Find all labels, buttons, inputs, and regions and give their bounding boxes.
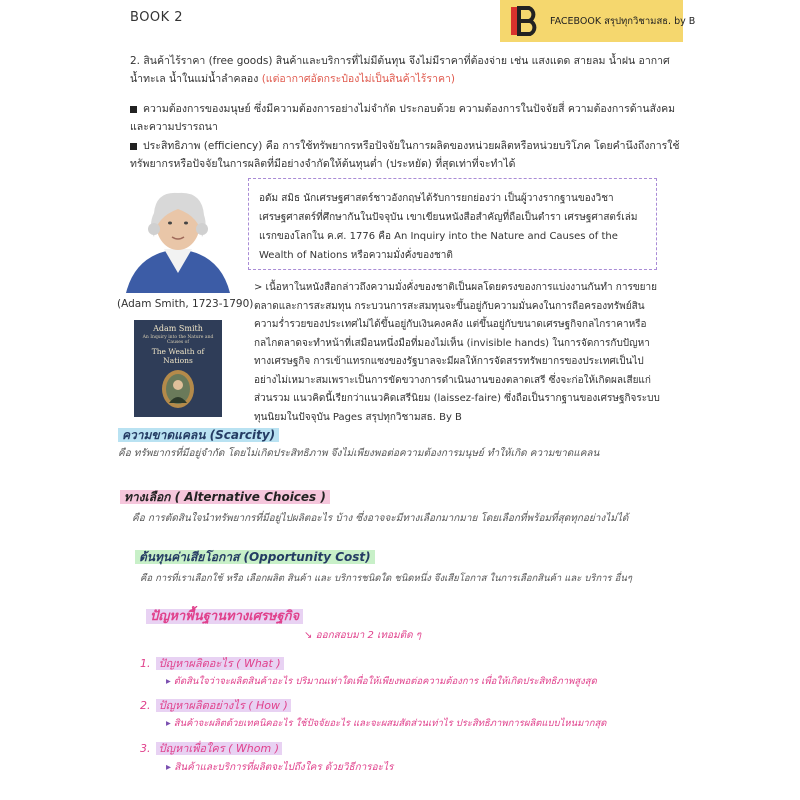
adam-smith-quote-box <box>248 178 657 270</box>
brand-banner <box>500 0 696 42</box>
cover-author: Adam Smith <box>153 324 203 333</box>
opportunity-heading-block <box>135 546 375 567</box>
cover-portrait <box>160 369 196 409</box>
problem-how-detail: สินค้าจะผลิตด้วยเทคนิคอะไร ใช้ปัจจัยอะไร และจะผสมสัดส่วนเท่าไร ประสิทธิภาพการผลิตแบบไหนมากสุด <box>173 718 607 729</box>
problem-how-title: ปัญหาผลิตอย่างไร ( How ) <box>156 699 291 712</box>
quote-text: อดัม สมิธ นักเศรษฐศาสตร์ชาวอังกฤษได้รับการยกย่องว่า เป็นผู้วางรากฐานของวิชาเศรษฐศาสตร์ที่ศึกษากันในปัจจุบัน เขาเขียนหนังสือสำคัญที่ถือเป็นตำรา เศรษฐศาสตร์เล่มแรกของโลกใน ค.ศ. 1776 คือ An Inquiry into the Nature and Causes of the Wealth of Nations หรือความมั่งคั่งของชาติ <box>259 193 638 261</box>
arrow-bullet-icon: ▸ <box>166 762 175 773</box>
free-goods-note: (แต่อากาศอัดกระป๋องไม่เป็นสินค้าไร้ราคา) <box>261 73 455 85</box>
page-label: BOOK 2 <box>130 10 184 25</box>
bullet-icon <box>130 106 137 113</box>
bullet-icon <box>130 143 137 150</box>
problem-whom-detail-row <box>166 760 706 775</box>
cover-title: The Wealth of Nations <box>151 347 205 365</box>
problem-how: 2. ปัญหาผลิตอย่างไร ( How ) <box>140 694 291 714</box>
alternative-heading: ทางเลือก ( Alternative Choices ) <box>120 490 330 504</box>
arrow-bullet-icon: ▸ <box>166 718 174 729</box>
alternative-body: คือ การตัดสินใจนำทรัพยากรที่มีอยู่ไปผลิตอะไร บ้าง ซึ่งอาจจะมีทางเลือกมากมาย โดยเลือกที่พร้อมที่สุดทุกอย่างไม่ได้ <box>132 513 629 524</box>
problem-what: 1. ปัญหาผลิตอะไร ( What ) <box>140 652 284 672</box>
basic-problems-heading-block <box>146 605 303 626</box>
portrait-caption: (Adam Smith, 1723-1790) <box>117 298 254 310</box>
free-goods-text: 2. สินค้าไร้ราคา (free goods) สินค้าและบริการที่ไม่มีต้นทุน จึงไม่มีราคาที่ต้องจ่าย เช่น แสงแดด สายลม น้ำฝน อากาศ น้ำทะเล น้ำในแม่น้ำลำคลอง <box>130 55 670 85</box>
basic-problems-heading: ปัญหาพื้นฐานทางเศรษฐกิจ <box>146 609 303 624</box>
efficiency-bullet: ประสิทธิภาพ (efficiency) คือ การใช้ทรัพยากรหรือปัจจัยในการผลิตของหน่วยผลิตหรือหน่วยบริโภค โดยคำนึงถึงการใช้ทรัพยากรหรือปัจจัยในการผลิตที่มีอย่างจำกัดให้ต้นทุนต่ำ (ประหยัด) ที่สุดเท่าที่จะทำได้ <box>130 140 680 170</box>
arrow-bullet-icon: ▸ <box>166 676 174 687</box>
problem-what-detail: ตัดสินใจว่าจะผลิตสินค้าอะไร ปริมาณเท่าใดเพื่อให้เพียงพอต่อความต้องการ เพื่อให้เกิดประสิทธิภาพสูงสุด <box>173 676 597 687</box>
alternative-heading-block <box>120 486 330 507</box>
scarcity-heading-block <box>118 424 279 445</box>
scarcity-body: คือ ทรัพยากรที่มีอยู่จำกัด โดยไม่เกิดประสิทธิภาพ จึงไม่เพียงพอต่อความต้องการมนุษย์ ทำให้เกิด ความขาดแคลน <box>118 448 600 459</box>
basic-problems-aside: ↘ ออกสอบมา 2 เทอมติด ๆ <box>304 630 422 641</box>
problem-whom-detail: สินค้าและบริการที่ผลิตจะไปถึงใคร ด้วยวิธีการอะไร <box>174 762 394 773</box>
problem-what-detail-row <box>166 674 706 689</box>
opportunity-heading: ต้นทุนค่าเสียโอกาส (Opportunity Cost) <box>135 550 375 564</box>
scarcity-heading: ความขาดแคลน (Scarcity) <box>118 428 279 442</box>
problem-how-detail-row <box>166 716 706 731</box>
brand-logo <box>508 4 542 38</box>
cover-subtitle: An Inquiry into the Nature and Causes of <box>142 335 214 345</box>
arrow-icon: ↘ <box>304 630 316 641</box>
brand-text: FACEBOOK สรุปทุกวิชามสธ. by B <box>550 16 696 27</box>
problem-whom-title: ปัญหาเพื่อใคร ( Whom ) <box>156 742 282 755</box>
needs-bullet: ความต้องการของมนุษย์ ซึ่งมีความต้องการอย่างไม่จำกัด ประกอบด้วย ความต้องการในปัจจัยสี่ ความต้องการด้านสังคม และความปรารถนา <box>130 103 676 133</box>
opportunity-body: คือ การที่เราเลือกใช้ หรือ เลือกผลิต สินค้า และ บริการชนิดใด ชนิดหนึ่ง จึงเสียโอกาส ในการเลือกสินค้า และ บริการ อื่นๆ <box>140 573 632 584</box>
problem-whom: 3. ปัญหาเพื่อใคร ( Whom ) <box>140 737 282 757</box>
problem-what-title: ปัญหาผลิตอะไร ( What ) <box>156 657 284 670</box>
wealth-of-nations-cover <box>134 320 222 417</box>
free-goods-paragraph <box>130 52 685 88</box>
adam-smith-portrait <box>116 183 240 293</box>
wealth-paragraph: > เนื้อหาในหนังสือกล่าวถึงความมั่งคั่งของชาติเป็นผลโดยตรงของการแบ่งงานกันทำ การขยายตลาดและการสะสมทุน กระบวนการสะสมทุนจะขึ้นอยู่กับความมั่นคงในการถือครองทรัพย์สิน ความร่ำรวยของประเทศไม่ได้ขึ้นอยู่กับเงินคงคลัง แต่ขึ้นอยู่กับขนาดเศรษฐกิจกลไกราคาหรือกลไกตลาดจะทำหน้าที่เสมือนหนึ่งมือที่มองไม่เห็น (invisible hands) ในการจัดการกับปัญหาทางเศรษฐกิจ การเข้าแทรกแซงของรัฐบาลจะมีผลให้การจัดสรรทรัพยากรของประเทศเป็นไปอย่างไม่เหมาะสมเพราะเป็นการขัดขวางการดำเนินงานของตลาดเสรี ซึ่งจะก่อให้เกิดผลเสียแก่ส่วนรวม แนวคิดนี้เรียกว่าแนวคิดเสรีนิยม (laissez-faire) ซึ่งถือเป็นรากฐานของเศรษฐกิจระบบทุนนิยมในปัจจุบัน Pages สรุปทุกวิชามสธ. By B <box>254 282 660 423</box>
